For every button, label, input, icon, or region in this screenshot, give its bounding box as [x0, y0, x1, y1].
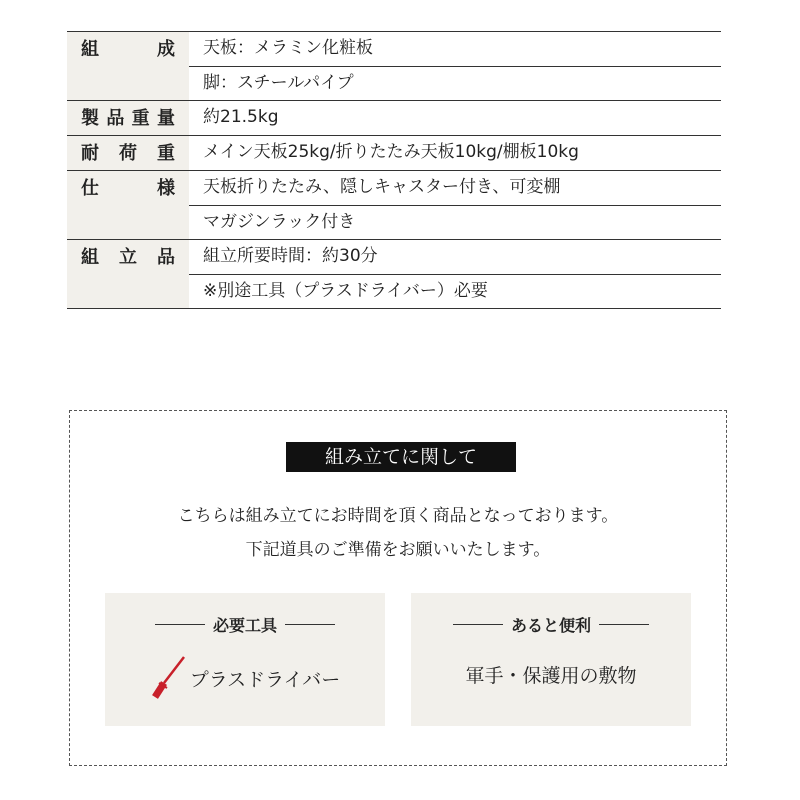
required-item: プラスドライバー — [189, 668, 341, 691]
required-heading: 必要工具 — [212, 616, 277, 635]
spec-label: 組成 — [67, 32, 189, 100]
assembly-note-1: こちらは組み立てにお時間を頂く商品となっております。 — [177, 506, 619, 526]
spec-row — [67, 101, 721, 136]
spec-row — [67, 136, 721, 171]
spec-value: 天板：メラミン化粧板 — [203, 38, 373, 58]
spec-label: 組立品 — [67, 240, 189, 308]
spec-value: マガジンラック付き — [189, 205, 721, 239]
spec-value: 約21.5kg — [203, 107, 279, 127]
spec-value: 天板折りたたみ、隠しキャスター付き、可変棚 — [203, 177, 561, 197]
spec-row — [67, 171, 721, 240]
required-tools-card — [105, 593, 385, 726]
useful-item: 軍手・保護用の敷物 — [465, 665, 637, 687]
spec-table — [67, 31, 721, 309]
spec-row — [67, 240, 721, 309]
spec-value: 組立所要時間：約30分 — [203, 246, 378, 266]
spec-label: 製品重量 — [67, 101, 189, 135]
useful-items-card — [411, 593, 691, 726]
spec-value: メイン天板25kg/折りたたみ天板10kg/棚板10kg — [203, 142, 579, 162]
assembly-note-2: 下記道具のご準備をお願いいたします。 — [245, 540, 551, 560]
assembly-title: 組み立てに関して — [286, 442, 516, 472]
spec-value: 脚：スチールパイプ — [189, 66, 721, 100]
spec-row — [67, 32, 721, 101]
spec-value: ※別途工具（プラスドライバー）必要 — [189, 274, 721, 308]
spec-label: 仕様 — [67, 171, 189, 239]
screwdriver-icon — [150, 655, 190, 701]
useful-heading: あると便利 — [510, 616, 591, 635]
spec-label: 耐荷重 — [67, 136, 189, 170]
assembly-section — [69, 410, 727, 766]
